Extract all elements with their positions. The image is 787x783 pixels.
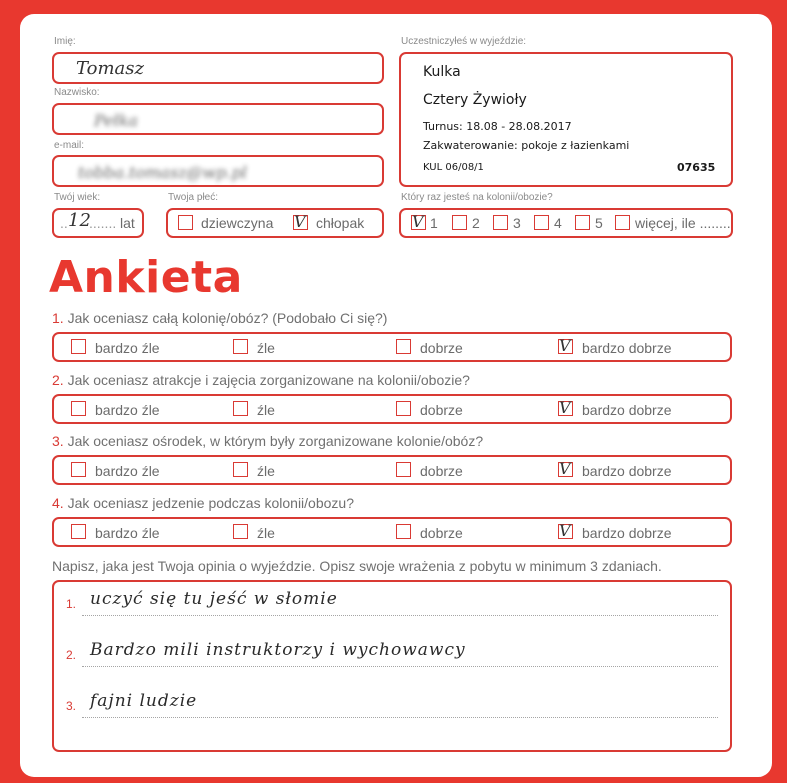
visit-checkbox-2[interactable] bbox=[452, 215, 467, 230]
question-3-checkbox-3[interactable] bbox=[396, 462, 411, 477]
visit-option-5: 5 bbox=[595, 215, 603, 231]
question-3-option-3: dobrze bbox=[420, 463, 463, 479]
question-2-checkbox-4[interactable] bbox=[558, 397, 573, 417]
age-value: 12 bbox=[68, 210, 91, 231]
age-dots-suffix: ....... bbox=[89, 215, 117, 231]
last-name-label: Nazwisko: bbox=[54, 87, 100, 98]
first-name-label: Imię: bbox=[54, 36, 76, 47]
trip-program: Cztery Żywioły bbox=[423, 92, 527, 108]
trip-name: Kulka bbox=[423, 64, 461, 80]
visit-checkbox-1[interactable] bbox=[411, 212, 426, 231]
question-label: Jak oceniasz całą kolonię/obóz? (Podobało Ci się?) bbox=[67, 310, 388, 326]
question-number: 2. bbox=[52, 371, 64, 388]
visit-option-3: 3 bbox=[513, 215, 521, 231]
check-mark-icon: V bbox=[559, 459, 571, 478]
survey-sheet bbox=[20, 14, 772, 777]
question-label: Jak oceniasz jedzenie podczas kolonii/obozu? bbox=[67, 494, 354, 511]
question-1-checkbox-3[interactable] bbox=[396, 339, 411, 354]
check-mark-icon: V bbox=[559, 336, 571, 355]
question-4-checkbox-1[interactable] bbox=[71, 524, 86, 539]
visit-option-1: 1 bbox=[430, 215, 438, 231]
first-name-field[interactable] bbox=[52, 52, 384, 84]
trip-code: KUL 06/08/1 bbox=[423, 162, 484, 173]
answer-1-line bbox=[82, 615, 718, 616]
gender-checkbox-boy[interactable] bbox=[293, 212, 308, 231]
visit-count-label: Który raz jesteś na kolonii/obozie? bbox=[401, 192, 553, 203]
visit-count-field bbox=[399, 208, 733, 238]
question-4-text bbox=[52, 495, 354, 511]
trip-turnus: Turnus: 18.08 - 28.08.2017 bbox=[423, 120, 572, 133]
visit-checkbox-3[interactable] bbox=[493, 215, 508, 230]
question-2-option-2: źle bbox=[257, 401, 275, 418]
question-3-option-2: źle bbox=[257, 463, 275, 479]
answer-3-number: 3. bbox=[66, 699, 77, 713]
question-2-option-1: bardzo źle bbox=[95, 401, 160, 418]
question-3-option-1: bardzo źle bbox=[95, 463, 160, 479]
opinion-prompt: Napisz, jaka jest Twoja opinia o wyjeździe. Opisz swoje wrażenia z pobytu w minimum 3 zdaniach. bbox=[52, 558, 662, 574]
question-number: 4. bbox=[52, 494, 64, 511]
question-1-options bbox=[52, 332, 732, 362]
question-1-option-1: bardzo źle bbox=[95, 340, 160, 356]
question-4-options bbox=[52, 517, 732, 547]
gender-label: Twoja płeć: bbox=[168, 192, 219, 203]
visit-option-4: 4 bbox=[554, 215, 562, 231]
question-label: Jak oceniasz atrakcje i zajęcia zorganizowane na kolonii/obozie? bbox=[67, 371, 470, 388]
gender-option-boy: chłopak bbox=[316, 215, 365, 231]
trip-info-box bbox=[399, 52, 733, 187]
check-mark-icon: V bbox=[294, 212, 306, 231]
question-1-checkbox-4[interactable] bbox=[558, 336, 573, 355]
question-3-checkbox-1[interactable] bbox=[71, 462, 86, 477]
question-2-text bbox=[52, 372, 470, 388]
answer-3-text: fajni ludzie bbox=[90, 691, 198, 711]
question-4-checkbox-2[interactable] bbox=[233, 524, 248, 539]
first-name-value: Tomasz bbox=[76, 58, 144, 79]
question-2-checkbox-1[interactable] bbox=[71, 401, 86, 416]
last-name-field[interactable] bbox=[52, 103, 384, 135]
question-label: Jak oceniasz ośrodek, w którym były zorganizowane kolonie/obóz? bbox=[67, 433, 484, 449]
age-dots-prefix: .. bbox=[60, 215, 68, 231]
visit-option-2: 2 bbox=[472, 215, 480, 231]
question-number: 1. bbox=[52, 310, 64, 326]
question-1-option-2: źle bbox=[257, 340, 275, 356]
email-value: tobba.tomasz@wp.pl bbox=[78, 163, 247, 182]
answer-2-text: Bardzo mili instruktorzy i wychowawcy bbox=[90, 640, 466, 660]
check-mark-icon: V bbox=[412, 212, 424, 231]
question-3-options bbox=[52, 455, 732, 485]
question-4-option-1: bardzo źle bbox=[95, 524, 160, 541]
answer-2-line bbox=[82, 666, 718, 667]
question-2-checkbox-2[interactable] bbox=[233, 401, 248, 416]
last-name-value: Pełka bbox=[94, 111, 138, 130]
question-2-option-4: bardzo dobrze bbox=[582, 401, 672, 418]
gender-checkbox-girl[interactable] bbox=[178, 215, 193, 230]
question-4-checkbox-4[interactable] bbox=[558, 520, 573, 540]
visit-checkbox-4[interactable] bbox=[534, 215, 549, 230]
visit-option-more: więcej, ile ........ bbox=[635, 215, 731, 231]
question-3-checkbox-4[interactable] bbox=[558, 459, 573, 478]
answer-1-number: 1. bbox=[66, 597, 77, 611]
question-1-option-3: dobrze bbox=[420, 340, 463, 356]
age-label: Twój wiek: bbox=[54, 192, 101, 203]
answer-3-line bbox=[82, 717, 718, 718]
trip-accommodation: Zakwaterowanie: pokoje z łazienkami bbox=[423, 139, 630, 152]
age-unit: lat bbox=[120, 215, 135, 231]
question-4-checkbox-3[interactable] bbox=[396, 524, 411, 539]
question-1-checkbox-2[interactable] bbox=[233, 339, 248, 354]
question-1-checkbox-1[interactable] bbox=[71, 339, 86, 354]
check-mark-icon: V bbox=[559, 520, 571, 540]
question-1-option-4: bardzo dobrze bbox=[582, 340, 672, 356]
participated-label: Uczestniczyłeś w wyjeździe: bbox=[401, 36, 527, 47]
question-3-checkbox-2[interactable] bbox=[233, 462, 248, 477]
email-label: e-mail: bbox=[54, 140, 85, 151]
question-2-checkbox-3[interactable] bbox=[396, 401, 411, 416]
visit-checkbox-5[interactable] bbox=[575, 215, 590, 230]
answer-1-text: uczyć się tu jeść w słomie bbox=[90, 589, 338, 609]
answer-2-number: 2. bbox=[66, 648, 77, 662]
visit-checkbox-more[interactable] bbox=[615, 215, 630, 230]
question-number: 3. bbox=[52, 433, 64, 449]
gender-field bbox=[166, 208, 384, 238]
age-field[interactable] bbox=[52, 208, 144, 238]
question-4-option-4: bardzo dobrze bbox=[582, 524, 672, 541]
question-4-option-2: źle bbox=[257, 524, 275, 541]
check-mark-icon: V bbox=[559, 397, 571, 417]
question-4-option-3: dobrze bbox=[420, 524, 463, 541]
question-3-text bbox=[52, 433, 483, 449]
gender-option-girl: dziewczyna bbox=[201, 215, 274, 231]
trip-number: 07635 bbox=[677, 161, 716, 174]
question-3-option-4: bardzo dobrze bbox=[582, 463, 672, 479]
question-1-text bbox=[52, 310, 387, 326]
email-field[interactable] bbox=[52, 155, 384, 187]
survey-title: Ankieta bbox=[49, 252, 243, 303]
question-2-option-3: dobrze bbox=[420, 401, 463, 418]
question-2-options bbox=[52, 394, 732, 424]
